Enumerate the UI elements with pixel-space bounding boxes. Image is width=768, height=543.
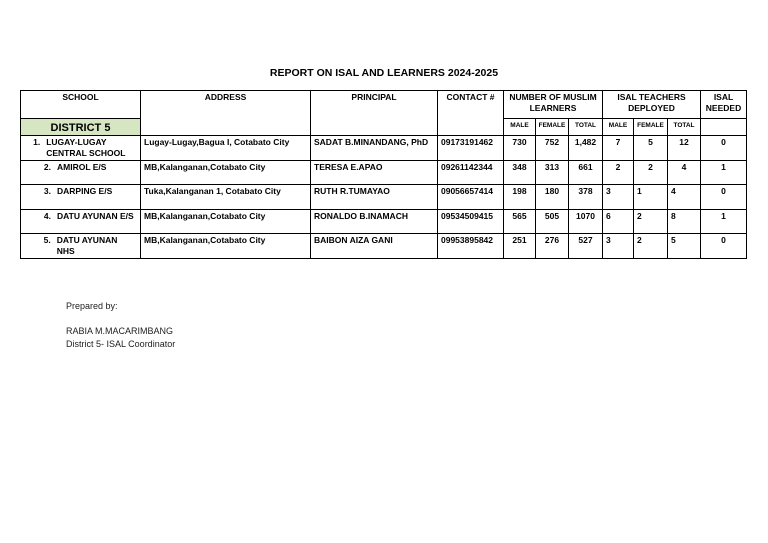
row-number: 3. [43, 186, 51, 196]
contact-cell: 09056657414 [438, 185, 504, 210]
school-cell [21, 161, 141, 185]
learners-total-cell: 1070 [569, 210, 603, 234]
sub-learners-total: TOTAL [569, 119, 603, 136]
header-learners: NUMBER OF MUSLIM LEARNERS [504, 91, 603, 119]
sub-teachers-total: TOTAL [668, 119, 701, 136]
principal-cell: SADAT B.MINANDANG, PhD [311, 136, 438, 161]
header-needed-blank [701, 119, 747, 136]
sub-teachers-male: MALE [603, 119, 634, 136]
preparer-name: RABIA M.MACARIMBANG [66, 326, 174, 336]
principal-cell: RUTH R.TUMAYAO [311, 185, 438, 210]
table-row [21, 185, 747, 210]
teachers-female-cell: 2 [634, 234, 668, 259]
preparer-position: District 5- ISAL Coordinator [66, 339, 176, 349]
learners-female-cell: 180 [536, 185, 569, 210]
address-cell: MB,Kalanganan,Cotabato City [141, 161, 311, 185]
school-name: DARPING E/S [57, 186, 113, 196]
teachers-female-cell: 5 [634, 136, 668, 161]
school-cell [21, 136, 141, 161]
needed-cell: 1 [701, 210, 747, 234]
school-name: AMIROL E/S [57, 162, 107, 172]
address-cell: MB,Kalanganan,Cotabato City [141, 234, 311, 259]
teachers-total-cell: 12 [668, 136, 701, 161]
district-label: DISTRICT 5 [21, 119, 141, 136]
principal-cell: RONALDO B.INAMACH [311, 210, 438, 234]
row-number: 4. [43, 211, 51, 221]
teachers-total-cell: 8 [668, 210, 701, 234]
header-school: SCHOOL [21, 91, 141, 119]
contact-cell: 09261142344 [438, 161, 504, 185]
needed-cell: 1 [701, 161, 747, 185]
header-address: ADDRESS [141, 91, 311, 136]
teachers-female-cell: 1 [634, 185, 668, 210]
contact-cell: 09173191462 [438, 136, 504, 161]
teachers-male-cell: 3 [603, 185, 634, 210]
table-row [21, 210, 747, 234]
row-number: 2. [43, 162, 51, 172]
school-name: DATU AYUNAN E/S [57, 211, 134, 221]
learners-total-cell: 378 [569, 185, 603, 210]
header-contact: CONTACT # [438, 91, 504, 136]
prepared-by-label: Prepared by: [66, 301, 118, 311]
teachers-female-cell: 2 [634, 210, 668, 234]
header-teachers: ISAL TEACHERS DEPLOYED [603, 91, 701, 119]
teachers-female-cell: 2 [634, 161, 668, 185]
school-name: LUGAY-LUGAY CENTRAL SCHOOL [46, 137, 126, 158]
teachers-total-cell: 4 [668, 185, 701, 210]
learners-female-cell: 505 [536, 210, 569, 234]
contact-cell: 09953895842 [438, 234, 504, 259]
teachers-total-cell: 5 [668, 234, 701, 259]
learners-total-cell: 527 [569, 234, 603, 259]
school-name: DATU AYUNAN NHS [56, 235, 118, 256]
learners-total-cell: 661 [569, 161, 603, 185]
table-row [21, 161, 747, 185]
table-row [21, 136, 747, 161]
sub-learners-female: FEMALE [536, 119, 569, 136]
contact-cell: 09534509415 [438, 210, 504, 234]
principal-cell: TERESA E.APAO [311, 161, 438, 185]
needed-cell: 0 [701, 234, 747, 259]
learners-male-cell: 198 [504, 185, 536, 210]
school-cell [21, 210, 141, 234]
teachers-male-cell: 7 [603, 136, 634, 161]
learners-male-cell: 730 [504, 136, 536, 161]
header-needed: ISAL NEEDED [701, 91, 747, 119]
header-principal: PRINCIPAL [311, 91, 438, 136]
report-table [20, 90, 747, 259]
learners-male-cell: 565 [504, 210, 536, 234]
learners-female-cell: 752 [536, 136, 569, 161]
needed-cell: 0 [701, 136, 747, 161]
learners-female-cell: 276 [536, 234, 569, 259]
table-row [21, 234, 747, 259]
learners-male-cell: 251 [504, 234, 536, 259]
row-number: 1. [33, 137, 41, 147]
address-cell: Lugay-Lugay,Bagua I, Cotabato City [141, 136, 311, 161]
report-title: REPORT ON ISAL AND LEARNERS 2024-2025 [269, 67, 499, 79]
teachers-total-cell: 4 [668, 161, 701, 185]
row-number: 5. [43, 235, 51, 245]
sub-teachers-female: FEMALE [634, 119, 668, 136]
principal-cell: BAIBON AIZA GANI [311, 234, 438, 259]
sub-learners-male: MALE [504, 119, 536, 136]
teachers-male-cell: 3 [603, 234, 634, 259]
school-cell [21, 234, 141, 259]
address-cell: Tuka,Kalanganan 1, Cotabato City [141, 185, 311, 210]
needed-cell: 0 [701, 185, 747, 210]
teachers-male-cell: 2 [603, 161, 634, 185]
learners-female-cell: 313 [536, 161, 569, 185]
learners-total-cell: 1,482 [569, 136, 603, 161]
learners-male-cell: 348 [504, 161, 536, 185]
school-cell [21, 185, 141, 210]
address-cell: MB,Kalanganan,Cotabato City [141, 210, 311, 234]
teachers-male-cell: 6 [603, 210, 634, 234]
